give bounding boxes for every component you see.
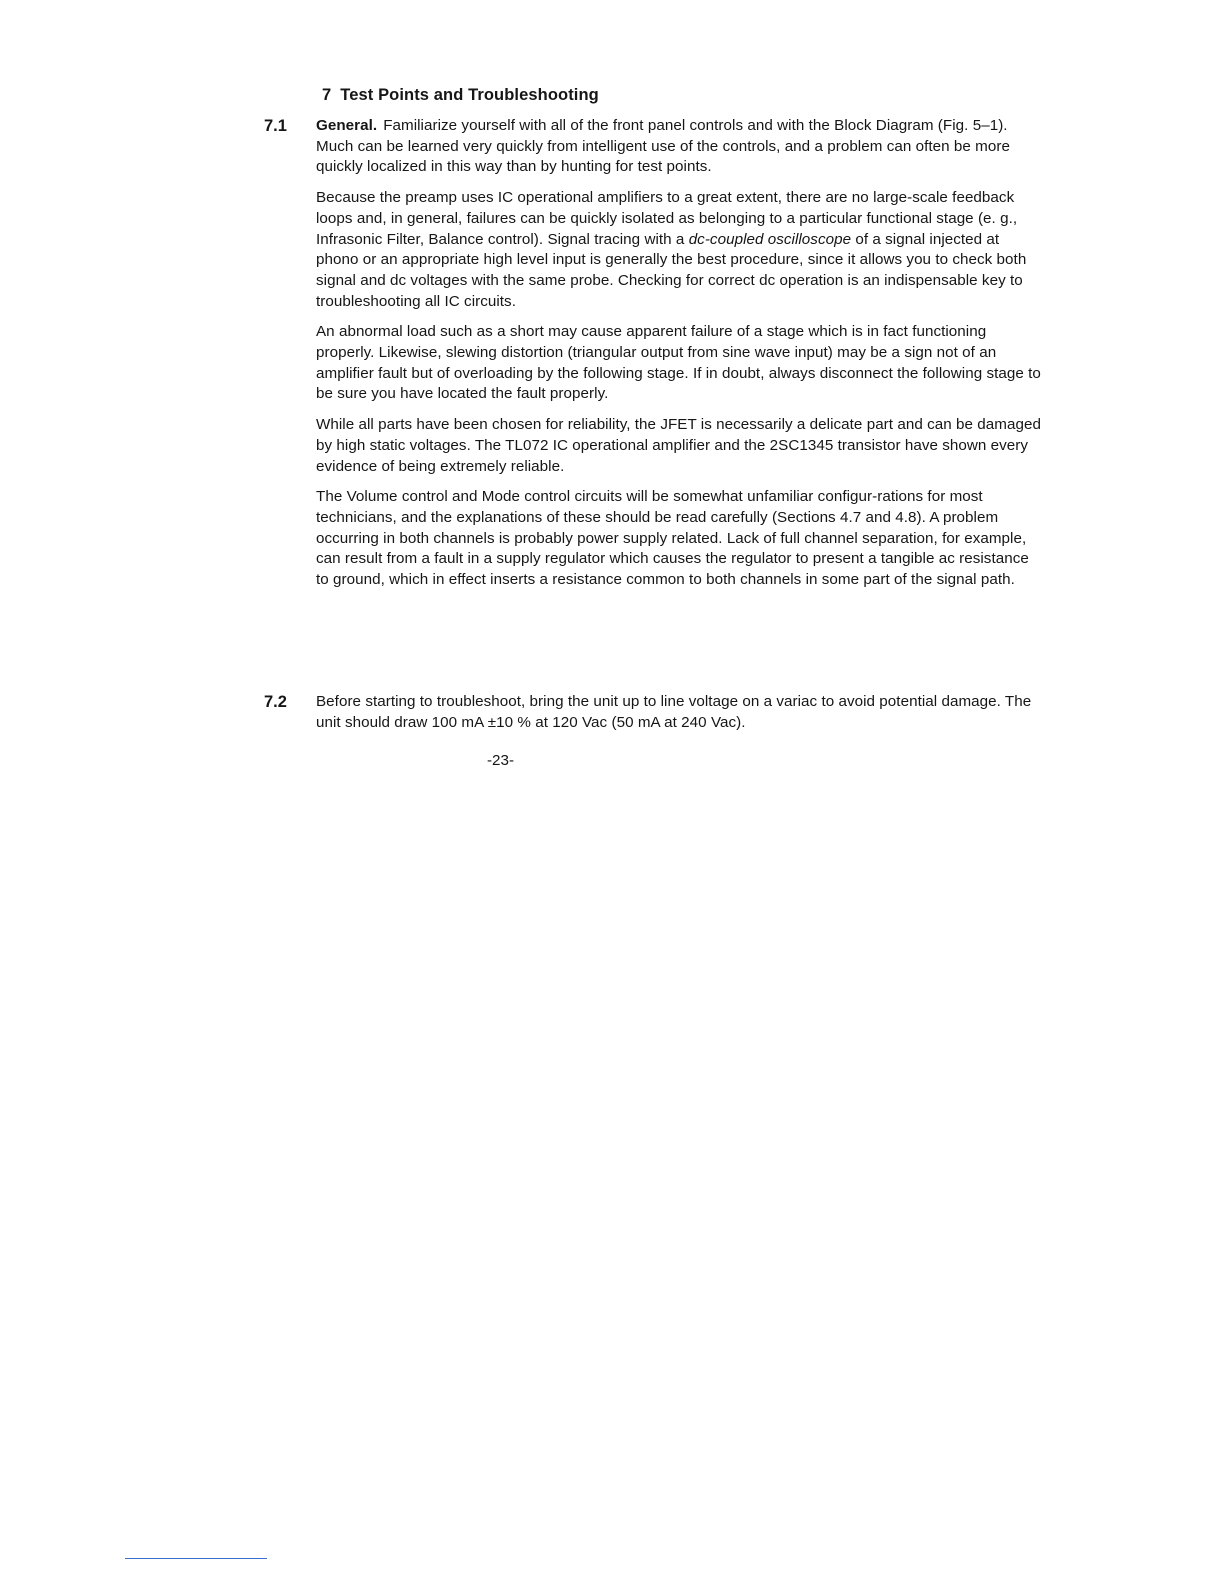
section-body	[316, 692, 1044, 743]
chapter-number: 7	[322, 86, 332, 104]
paragraph-abnormal-load: An abnormal load such as a short may cause apparent failure of a stage which is in fact functioning properly. Likewise, slewing distortion (triangular output from sine wave input) may be a sign not of an amplifier fault but of overloading by the following stage. If in doubt, always disconnect the following stage to be sure you have located the fault properly.	[316, 323, 1041, 403]
footnote-rule	[125, 1558, 267, 1559]
page-number: -23-	[487, 752, 515, 769]
chapter-title: Test Points and Troubleshooting	[340, 86, 599, 104]
paragraph-text: Familiarize yourself with all of the front panel controls and with the Block Diagram (Fig. 5–1). Much can be learned very quickly from intelligent use of the controls, and a problem can often be more quickly localized in this way than by hunting for test points.	[316, 117, 1010, 176]
emphasis-text: dc-coupled oscilloscope	[688, 230, 852, 248]
paragraph-text: of a signal injected at phono or an appropriate high level input is generally the best procedure, since it allows you to check both signal and dc voltages with the same probe. Checking for correct dc operation is an indispensable key to troubleshooting all IC circuits.	[316, 230, 1027, 310]
paragraph-volume-mode: The Volume control and Mode control circuits will be somewhat unfamiliar configur-rations for most technicians, and the explanations of these should be read carefully (Sections 4.7 and 4.8). A problem occurring in both channels is probably power supply related. Lack of full channel separation, for example, can result from a fault in a supply regulator which causes the regulator to present a tangible ac resistance to ground, which in effect inserts a resistance common to both channels in some part of the signal path.	[316, 488, 1029, 589]
paragraph-lead: General.	[316, 117, 378, 134]
chapter-heading	[322, 86, 599, 105]
paragraph-variac: Before starting to troubleshoot, bring the unit up to line voltage on a variac to avoid potential damage. The unit should draw 100 mA ±10 % at 120 Vac (50 mA at 240 Vac).	[316, 693, 1032, 731]
paragraph-signal-tracing	[316, 188, 1044, 312]
section-number: 7.2	[264, 693, 287, 711]
paragraph-reliability: While all parts have been chosen for reliability, the JFET is necessarily a delicate part and can be damaged by high static voltages. The TL072 IC operational amplifier and the 2SC1345 transistor have shown every evidence of being extremely reliable.	[316, 416, 1041, 475]
paragraph-text: Because the preamp uses IC operational amplifiers to a great extent, there are no large-scale feedback loops and, in general, failures can be quickly isolated as belonging to a particular functional stage (e. g., Infrasonic Filter, Balance control). Signal tracing with a	[316, 189, 1018, 248]
section-body	[316, 116, 1044, 601]
section-number: 7.1	[264, 117, 287, 135]
paragraph-general	[316, 116, 1044, 178]
